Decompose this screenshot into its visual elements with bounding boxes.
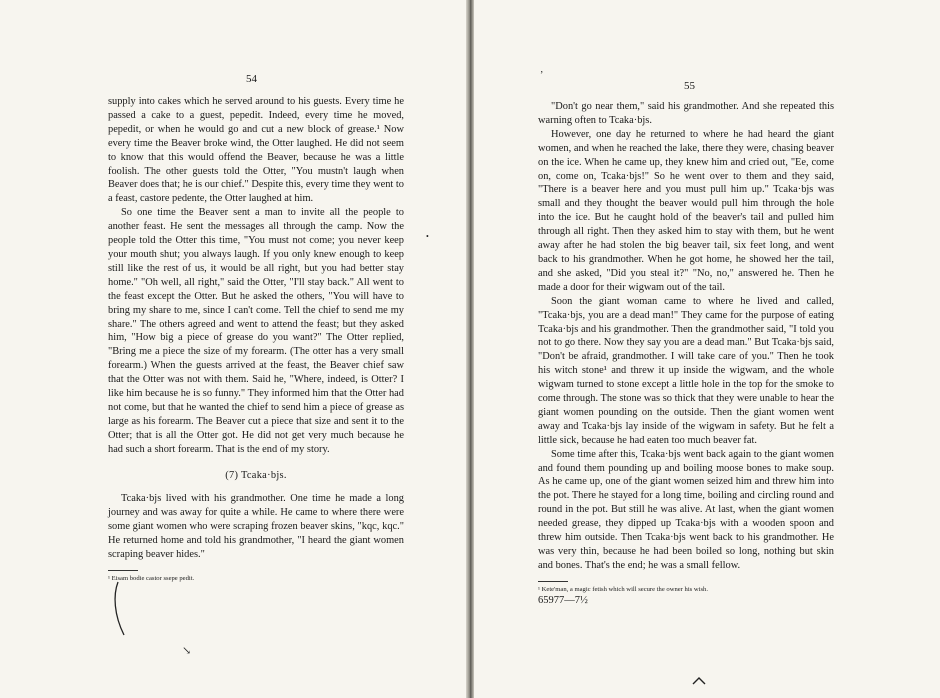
pencil-mark <box>692 676 706 686</box>
pencil-mark: ↘ <box>182 645 192 657</box>
paragraph: supply into cakes which he served around to his guests. Every time he passed a cake to a guest, pepedit. Indeed, every time he moved, pepedit, or when he would go and cut a new block of grease.¹ Now every time the Beaver broke wind, the Otter laughed. He did not seem to know that this would offend the Beaver, because he was a little foolish. The other guests told the Otter, "You mustn't laugh when Beaver does that; he is our chief." Despite this, every time they went to a feast, castore pedente, the Otter laughed at him. <box>108 96 404 205</box>
paragraph: Soon the giant woman came to where he lived and called, "Tcaka·bjs, you are a dead man!" They came for the purpose of eating Tcaka·bjs and his grandmother. Then the grandmother said, "I told you not to go there. Now they say you are a dead man." But Tcaka·bjs said, "Don't be afraid, grandmother. I will take care of you." Then he took his witch stone¹ and threw it up inside the wigwam, and the whole wigwam turned to stone except a little hole in the top for the smoke to come through. The stone was so thick that they were unable to hear the giant women pounding on the outside. Then the giant women went away and Tcaka·bjs lay inside of the wigwam in safety. But he felt a little sick, because he had eaten too much beaver fat. <box>538 295 834 446</box>
plate-number: 65977—7½ <box>538 594 588 606</box>
page-number: 54 <box>246 73 257 85</box>
footnote: ¹ Eisam bodie castor ssepe pedit. <box>108 575 195 582</box>
text-column <box>108 95 404 583</box>
page-number: 55 <box>684 80 695 92</box>
book-gutter <box>466 0 474 698</box>
pencil-mark: ’ <box>540 70 544 81</box>
paragraph: Some time after this, Tcaka·bjs went back again to the giant women and found them pounding up and boiling moose bones to make soup. As he came up, one of the giant women seized him and threw him into the pot. There he stayed for a long time, boiling and circling round and round in the pot. But still he was alive. At last, when the giant women needed grease, they dipped up Tcaka·bjs with a wooden spoon and threw him outside. Then Tcaka·bjs went back to his grandmother. He was very thin, because he had been boiled so long, nothing but skin and bones. That's the end; he was a small fellow. <box>538 448 834 571</box>
paragraph: So one time the Beaver sent a man to invite all the people to another feast. He sent the messages all through the camp. Now the people told the Otter this time, "You must not come; you never keep your mouth shut; you always laugh. If you only knew enough to keep still like the rest of us, it would be all right, but you had better stay home." "Oh well, all right," said the Otter, "I'll stay back." All went to the feast except the Otter. But he asked the others, "You will have to bring my share to me, since I can't come. Tell the chief to send me my share." The others agreed and went to attend the feast; but they asked him, "How big a piece of grease do you want?" The Otter replied, "Bring me a piece the size of my forearm. (The otter has a very small forearm.) When the guests arrived at the feast, the Beaver chief saw that the Otter was not with them. Said he, "Where, indeed, is Otter? I like him because he is so funny." They informed him that the Otter had not come, but that he wanted the chief to send him a piece of grease as large as his forearm. The Beaver cut a piece that size and sent it to the Otter; that is all the Otter got. He did not get very much because he had such a short forearm. That is the end of my story. <box>108 207 404 455</box>
pencil-mark <box>110 580 130 640</box>
text-column <box>538 100 834 608</box>
paragraph: However, one day he returned to where he had heard the giant women, and when he reached the lake, there they were, chasing beaver on the ice. When he came up, they knew him and cried out, "Ee, come on, come on, Tcaka·bjs!" So he went over to them and they said, "There is a beaver here and you must pull him up." Tcaka·bjs was small and they thought the beaver would pull him through the hole into the ice. But he caught hold of the beaver's tail and pulled him through all right. Then they asked him to stay with them, but he went away after he had stolen the big beaver tail, six feet long, and went back to his grandmother. When he got home, he showed her the tail, and she asked, "Did you steal it?" "No, no," answered he. Then he made a door for their wigwam out of the tail. <box>538 128 834 293</box>
section-heading: (7) Tcaka·bjs. <box>225 469 287 481</box>
paragraph: "Don't go near them," said his grandmother. And she repeated this warning often to Tcaka·bjs. <box>538 101 834 126</box>
left-page <box>0 0 466 698</box>
footnote: ¹ Kete'man, a magic fetish which will secure the owner his wish. <box>538 585 708 593</box>
footnote-rule <box>538 581 568 582</box>
right-page <box>474 0 940 698</box>
paragraph: Tcaka·bjs lived with his grandmother. One time he made a long journey and was away for quite a while. He came to where there were some giant women who were scraping frozen beaver skins, "kqc, kqc." He returned home and told his grandmother, "I heard the giant women scraping beaver hides." <box>108 493 404 561</box>
pencil-mark: • <box>426 232 429 241</box>
footnote-rule <box>108 570 138 571</box>
